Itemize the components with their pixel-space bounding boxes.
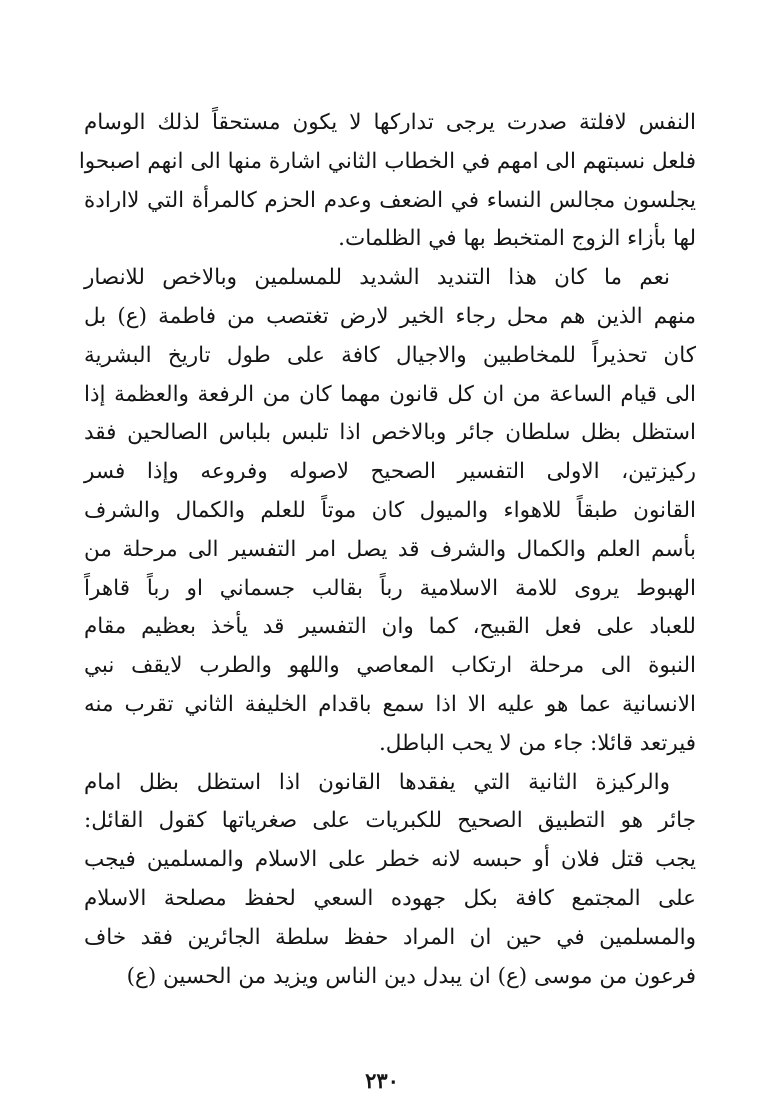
paragraph xyxy=(78,104,696,259)
text-line: للعباد على فعل القبيح، كما وان التفسير قد يأخذ بعظيم مقام xyxy=(84,614,696,640)
text-line: الى قيام الساعة من ان كل قانون مهما كان من الرفعة والعظمة إذا xyxy=(84,381,696,407)
text-line: لها بأزاء الزوج المتخبط بها في الظلمات. xyxy=(338,226,696,252)
text-line: الانسانية عما هو عليه الا اذا سمع باقدام الخليفة الثاني تقرب منه xyxy=(84,691,696,717)
text-line: والمسلمين في حين ان المراد حفظ سلطة الجائرين فقد خاف xyxy=(84,924,696,950)
text-line: النبوة الى مرحلة ارتكاب المعاصي واللهو والطرب لايقف نبي xyxy=(84,653,696,679)
paragraph xyxy=(84,259,696,763)
text-line: استظل بظل سلطان جائر وبالاخص اذا تلبس بلباس الصالحين فقد xyxy=(84,420,696,446)
text-line: القانون طبقاً للاهواء والميول كان موتاً للعلم والكمال والشرف xyxy=(84,497,696,523)
text-line: نعم ما كان هذا التنديد الشديد للمسلمين وبالاخص للانصار xyxy=(84,265,670,291)
page-number: ٢٣٠ xyxy=(365,1068,399,1093)
body-text xyxy=(78,104,696,996)
text-line: والركيزة الثانية التي يفقدها القانون اذا استظل بظل امام xyxy=(84,769,670,795)
text-line: فلعل نسبتهم الى امهم في الخطاب الثاني اشارة منها الى انهم اصبحوا xyxy=(78,148,696,174)
text-line: فرعون من موسى (ع) ان يبدل دين الناس ويزيد من الحسين (ع) xyxy=(126,963,696,989)
text-line: يجلسون مجالس النساء في الضعف وعدم الحزم كالمرأة التي لاارادة xyxy=(84,187,696,213)
text-line: جائر هو التطبيق الصحيح للكبريات على صغرياتها كقول القائل: xyxy=(84,808,696,834)
text-line: ركيزتين، الاولى التفسير الصحيح لاصوله وفروعه وإذا فسر xyxy=(84,459,696,485)
text-line: منهم الذين هم محل رجاء الخير لارض تغتصب من فاطمة (ع) بل xyxy=(84,303,696,329)
text-line: يجب قتل فلان أو حبسه لانه خطر على الاسلام والمسلمين فيجب xyxy=(84,847,696,873)
text-line: على المجتمع كافة بكل جهوده السعي لحفظ مصلحة الاسلام xyxy=(84,885,696,911)
text-line: كان تحذيراً للمخاطبين والاجيال كافة على طول تاريخ البشرية xyxy=(84,342,696,368)
text-line: بأسم العلم والكمال والشرف قد يصل امر التفسير الى مرحلة من xyxy=(84,536,696,562)
paragraph xyxy=(84,764,696,997)
text-line: فيرتعد قائلا: جاء من لا يحب الباطل. xyxy=(378,730,696,756)
text-line: النفس لافلتة صدرت يرجى تداركها لا يكون مستحقاً لذلك الوسام xyxy=(84,110,696,135)
text-line: الهبوط يروى للامة الاسلامية رباً بقالب جسماني او رباً قاهراً xyxy=(84,575,696,601)
